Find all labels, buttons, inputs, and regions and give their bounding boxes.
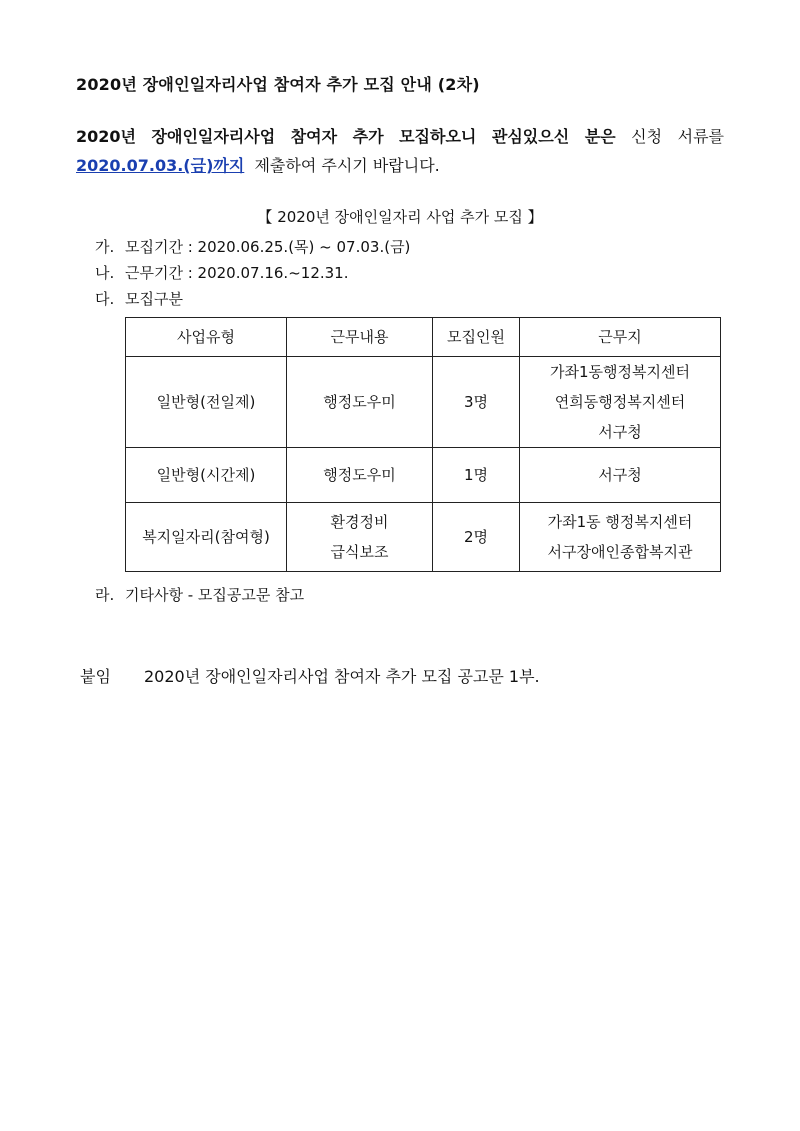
recruitment-table xyxy=(125,317,721,572)
cell-line: 서구청 xyxy=(598,466,642,484)
intro-line-2-rest: 제출하여 주시기 바랍니다. xyxy=(254,156,440,175)
item-marker: 다. xyxy=(95,290,115,308)
item-marker: 가. xyxy=(95,238,115,256)
cell-line: 연희동행정복지센터 xyxy=(554,393,686,411)
cell-line: 행정도우미 xyxy=(323,466,396,484)
cell-type: 일반형(시간제) xyxy=(126,448,287,503)
item-text: 기타사항 - 모집공고문 참고 xyxy=(125,586,305,604)
intro-word: 분은 xyxy=(584,127,616,146)
cell-place xyxy=(520,503,721,572)
intro-word: 모집하오니 xyxy=(399,127,477,146)
table-row xyxy=(126,503,721,572)
cell-count: 3명 xyxy=(433,357,520,448)
cell-line: 행정도우미 xyxy=(323,393,396,411)
cell-work xyxy=(287,503,433,572)
attachment-label: 붙임 xyxy=(80,667,111,686)
attachment-line xyxy=(80,664,540,687)
item-marker: 나. xyxy=(95,264,115,282)
intro-word: 2020년 xyxy=(76,127,136,146)
item-text: 근무기간 : 2020.07.16.~12.31. xyxy=(125,264,349,282)
intro-word: 장애인일자리사업 xyxy=(151,127,276,146)
intro-paragraph xyxy=(76,122,724,180)
intro-word: 참여자 xyxy=(290,127,338,146)
cell-count: 2명 xyxy=(433,503,520,572)
cell-work xyxy=(287,448,433,503)
table-header-row xyxy=(126,318,721,357)
item-marker: 라. xyxy=(95,586,115,604)
cell-count: 1명 xyxy=(433,448,520,503)
table-row xyxy=(126,448,721,503)
table-header: 근무내용 xyxy=(287,318,433,357)
item-other-notes xyxy=(95,584,304,605)
table-header: 모집인원 xyxy=(433,318,520,357)
item-text: 모집구분 xyxy=(125,290,183,308)
item-recruit-period xyxy=(95,236,410,257)
table-row xyxy=(126,357,721,448)
document-title: 2020년 장애인일자리사업 참여자 추가 모집 안내 (2차) xyxy=(76,75,480,94)
cell-place xyxy=(520,357,721,448)
intro-line-2 xyxy=(76,151,724,180)
cell-line: 서구장애인종합복지관 xyxy=(547,543,693,561)
cell-work xyxy=(287,357,433,448)
intro-word: 관심있으신 xyxy=(491,127,570,146)
cell-line: 서구청 xyxy=(598,423,642,441)
intro-word: 신청 xyxy=(631,127,663,146)
intro-line-1 xyxy=(76,122,724,151)
cell-line: 가좌1동행정복지센터 xyxy=(550,363,690,381)
deadline-date: 2020.07.03.(금)까지 xyxy=(76,156,245,175)
item-recruit-category xyxy=(95,288,183,309)
table-header: 사업유형 xyxy=(126,318,287,357)
cell-line: 환경정비 xyxy=(330,513,389,531)
attachment-text: 2020년 장애인일자리사업 참여자 추가 모집 공고문 1부. xyxy=(144,667,540,686)
cell-line: 급식보조 xyxy=(330,543,389,561)
intro-word: 추가 xyxy=(352,127,384,146)
cell-type: 일반형(전일제) xyxy=(126,357,287,448)
section-subtitle: 【 2020년 장애인일자리 사업 추가 모집 】 xyxy=(257,208,543,226)
table-header: 근무지 xyxy=(520,318,721,357)
cell-line: 가좌1동 행정복지센터 xyxy=(547,513,693,531)
item-work-period xyxy=(95,262,348,283)
cell-type: 복지일자리(참여형) xyxy=(126,503,287,572)
intro-word: 서류를 xyxy=(677,127,724,146)
item-text: 모집기간 : 2020.06.25.(목) ~ 07.03.(금) xyxy=(125,238,411,256)
cell-place xyxy=(520,448,721,503)
